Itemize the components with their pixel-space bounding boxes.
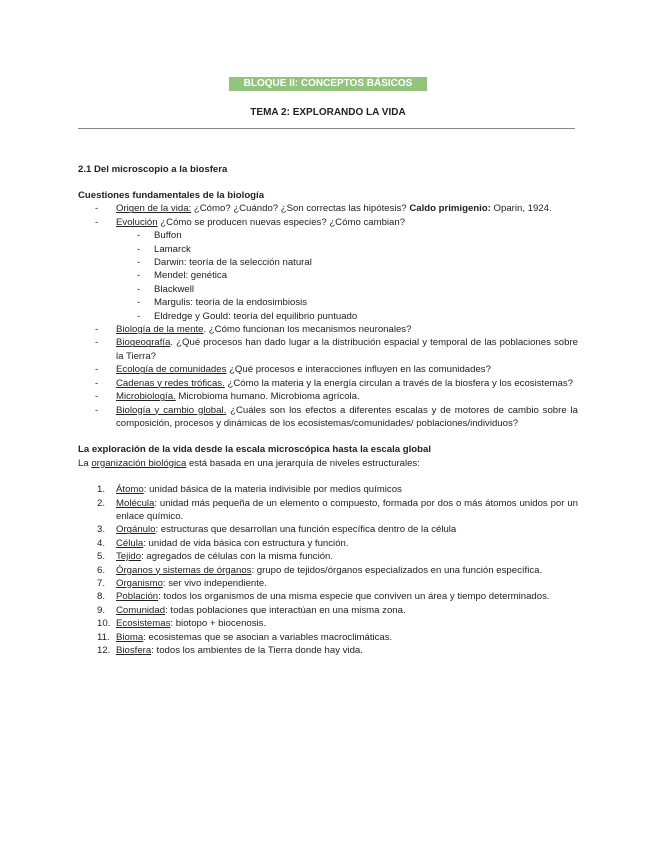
level-item [78,577,578,590]
level-term: Población [116,591,159,603]
sub-item: - Lamarck [116,243,578,256]
level-term: Organismo [116,577,163,589]
level-number: 4. [97,537,106,549]
level-number: 2. [97,497,106,509]
level-text: : unidad de vida básica con estructura y función. [143,537,349,549]
topic-title: TEMA 2: EXPLORANDO LA VIDA [250,107,406,118]
level-number: 12. [97,645,111,656]
exploration-heading: La exploración de la vida desde la escala microscópica hasta la escala global [78,444,432,456]
level-item [78,523,578,536]
level-number: 5. [97,551,106,563]
list-item: - Biogeografía. ¿Qué procesos han dado lugar a la distribución espacial y temporal de las poblaciones sobre la Tierra? [78,336,578,363]
level-text: : ser vivo independiente. [162,577,267,589]
level-item [78,483,578,496]
level-number: 9. [97,604,106,616]
section-title: 2.1 Del microscopio a la biosfera [78,164,228,175]
list-item: - Ecología de comunidades ¿Qué procesos e interacciones influyen en las comunidades? [78,363,578,376]
level-text: : todos los ambientes de la Tierra donde hay vida. [151,645,363,656]
level-item [78,631,578,644]
block-title: BLOQUE II: CONCEPTOS BÁSICOS [229,77,427,91]
level-number: 8. [97,591,106,603]
level-text: : ecosistemas que se asocian a variables macroclimáticas. [143,631,393,643]
sub-item: - Darwin: teoría de la selección natural [116,256,578,269]
level-item [78,550,578,563]
level-term: Órganos y sistemas de órganos [116,564,252,576]
list-item: - Biología de la mente. ¿Cómo funcionan los mecanismos neuronales? [78,323,578,336]
list-item: - Evolución ¿Cómo se producen nuevas especies? ¿Cómo cambian? - Buffon - Lamarck - Darwin: teoría de la selección natural - Mendel: genética - Blackwell - Margulis: teoría de la endosimbiosis - Eldredge y Gould: teoría del equilibrio puntuado [78,216,578,323]
level-number: 6. [97,564,106,576]
level-term: Bioma [116,631,144,643]
level-text: : todos los organismos de una misma especie que conviven un área y tiempo determinados. [158,591,550,603]
level-term: Ecosistemas [116,618,171,630]
level-text: : unidad básica de la materia indivisible por medios químicos [143,484,402,496]
sub-item: - Buffon [116,229,578,242]
list-item: - Origen de la vida: ¿Cómo? ¿Cuándo? ¿Son correctas las hipótesis? Caldo primigenio: Oparin, 1924. [78,202,578,215]
level-text: : agregados de células con la misma función. [141,551,334,563]
level-text: : grupo de tejidos/órganos especializados en una función específica. [251,564,543,576]
level-text: : todas poblaciones que interactúan en una misma zona. [165,604,406,616]
level-item [78,644,578,657]
level-number: 10. [97,618,111,630]
list-item: - Biología y cambio global. ¿Cuáles son los efectos a diferentes escalas y de motores de cambio sobre la composición, procesos y dinámicas de los ecosistemas/comunidades/ poblaciones/individuos? [78,404,578,431]
level-item [78,537,578,550]
level-term: Orgánulo [116,524,156,536]
content [78,189,578,657]
divider [78,128,575,129]
sub-item: - Margulis: teoría de la endosimbiosis [116,296,578,309]
level-term: Tejido [116,551,142,563]
level-number: 11. [97,631,110,643]
level-term: Átomo [116,484,144,496]
levels-list [78,483,578,657]
level-item [78,604,578,617]
level-term: Célula [116,537,144,549]
level-number: 1. [97,484,106,496]
level-text: : biotopo + biocenosis. [170,618,267,630]
level-item [78,617,578,630]
level-number: 7. [97,577,106,589]
questions-list [78,202,578,430]
level-item [78,497,578,524]
level-term: Molécula [116,497,155,509]
level-number: 3. [97,524,106,536]
sub-item: - Mendel: genética [116,269,578,282]
questions-heading: Cuestiones fundamentales de la biología [78,190,265,201]
level-term: Comunidad [116,604,166,616]
level-item [78,590,578,603]
level-text: : estructuras que desarrollan una función específica dentro de la célula [155,524,457,536]
list-item: - Microbiología. Microbioma humano. Microbioma agrícola. [78,390,578,403]
level-term: Biosfera [116,645,152,656]
sub-item: - Eldredge y Gould: teoría del equilibrio puntuado [116,310,578,323]
level-item [78,564,578,577]
level-text: : unidad más pequeña de un elemento o compuesto, formada por dos o más átomos unidos por un enlace químico. [116,497,578,522]
sub-list [116,229,578,323]
list-item: - Cadenas y redes tróficas. ¿Cómo la materia y la energía circulan a través de la biosfera y los ecosistemas? [78,377,578,390]
sub-item: - Blackwell [116,283,578,296]
exploration-intro: La organización biológica está basada en una jerarquía de niveles estructurales: [78,457,420,469]
